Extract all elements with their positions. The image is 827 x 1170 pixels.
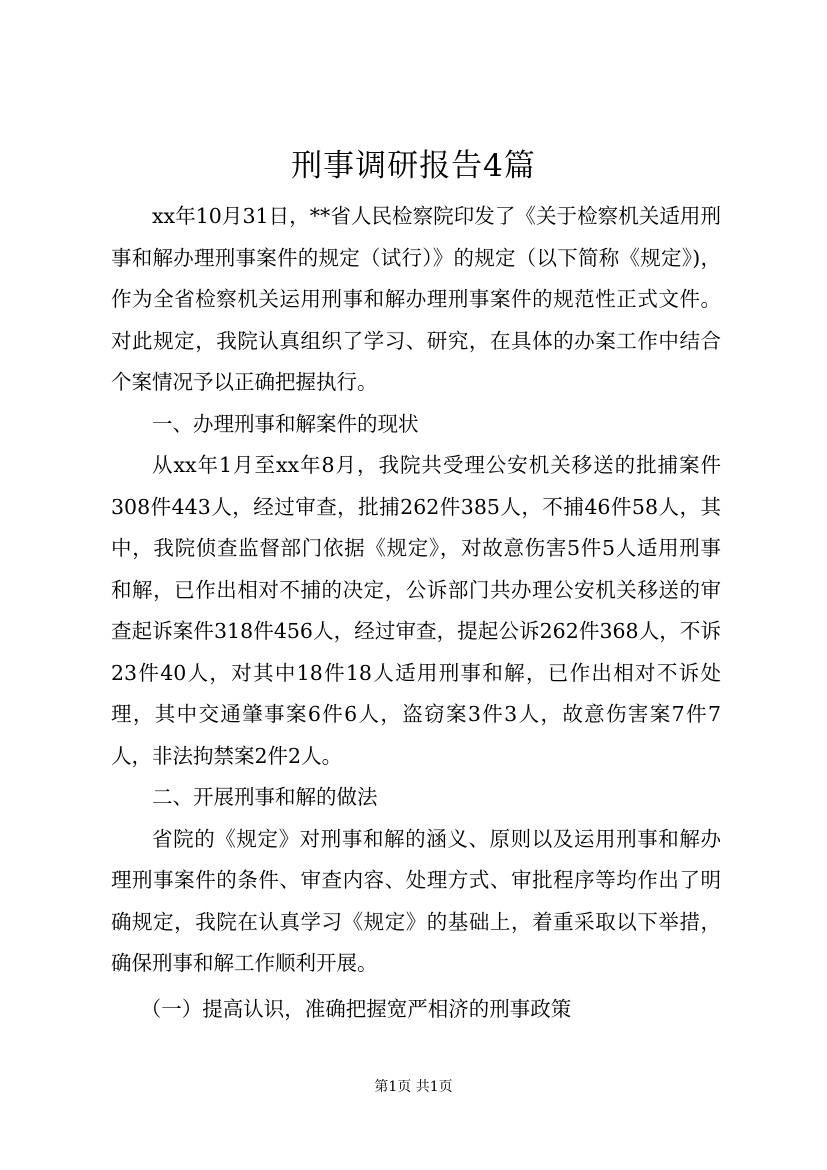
page-footer: 第1页 共1页 — [374, 1079, 453, 1095]
document-body — [111, 196, 721, 1030]
section-heading-practice: 二、开展刑事和解的做法 — [152, 785, 378, 809]
practice-paragraph: 省院的《规定》对刑事和解的涵义、原则以及运用刑事和解办理刑事案件的条件、审查内容、处理方式、审批程序等均作出了明确规定，我院在认真学习《规定》的基础上，着重采取以下举措，确保刑事和解工作顺利开展。 — [111, 826, 721, 975]
section-heading-status: 一、办理刑事和解案件的现状 — [152, 411, 419, 436]
status-paragraph: 从xx年1月至xx年8月，我院共受理公安机关移送的批捕案件308件443人，经过审查，批捕262件385人，不捕46件58人，其中，我院侦查监督部门依据《规定》，对故意伤害5件5人适用刑事和解，已作出相对不捕的决定，公诉部门共办理公安机关移送的审查起诉案件318件456人，经过审查，提起公诉262件368人，不诉23件40人，对其中18件18人适用刑事和解，已作出相对不诉处理，其中交通肇事案6件6人，盗窃案3件3人，故意伤害案7件7人，非法拘禁案2件2人。 — [111, 453, 721, 768]
subsection-heading-awareness: （一）提高认识，准确把握宽严相济的刑事政策 — [140, 996, 572, 1021]
intro-paragraph: xx年10月31日，**省人民检察院印发了《关于检察机关适用刑事和解办理刑事案件的规定（试行）》的规定（以下简称《规定》)，作为全省检察机关运用刑事和解办理刑事案件的规范性正式文件。对此规定，我院认真组织了学习、研究，在具体的办案工作中结合个案情况予以正确把握执行。 — [111, 204, 721, 394]
document-title: 刑事调研报告4篇 — [291, 148, 536, 184]
